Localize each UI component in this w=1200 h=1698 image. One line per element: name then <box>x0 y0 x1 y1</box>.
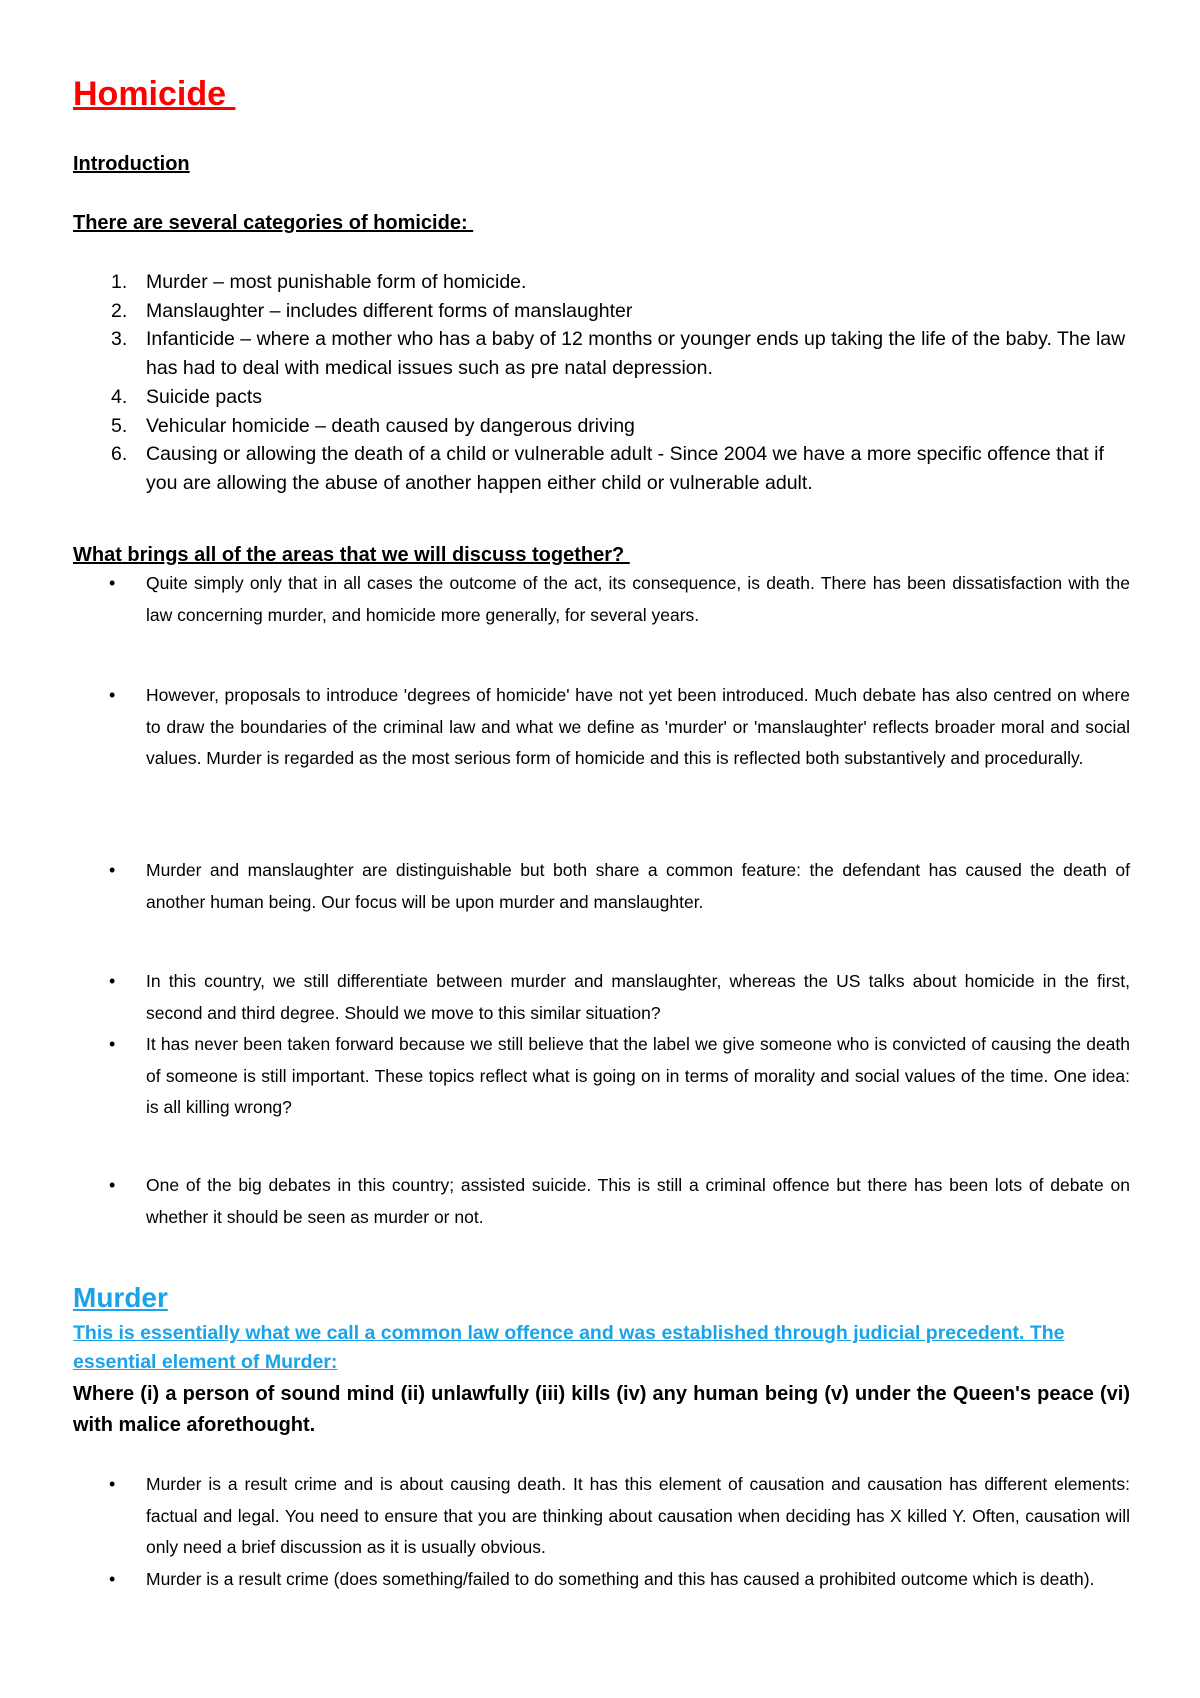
areas-bullet-list <box>73 855 1130 918</box>
list-number: 6. <box>111 443 128 466</box>
areas-bullet-list <box>73 680 1130 775</box>
list-item <box>73 297 1130 326</box>
bullet-icon: • <box>109 1474 116 1494</box>
bullet-text: It has never been taken forward because we still believe that the label we give someone who is convicted of causing the death of someone is still important. These topics reflect what is going on in terms of morality and social values of the time. One idea: is all killing wrong? <box>146 1034 1130 1117</box>
list-item-text: Murder – most punishable form of homicide. <box>146 271 527 293</box>
bullet-item <box>73 680 1130 775</box>
bullet-item <box>73 1564 1130 1596</box>
areas-heading: What brings all of the areas that we will discuss together? <box>73 544 630 566</box>
list-number: 4. <box>111 385 128 408</box>
list-number: 3. <box>111 328 128 351</box>
list-item <box>73 412 1130 441</box>
categories-heading: There are several categories of homicide: <box>73 212 474 234</box>
list-item-text: Causing or allowing the death of a child or vulnerable adult - Since 2004 we have a more specific offence that if you are allowing the abuse of another happen either child or vulnerable adult. <box>146 443 1104 494</box>
areas-bullet-list <box>73 966 1130 1124</box>
bullet-icon: • <box>109 1034 116 1054</box>
list-item-text: Manslaughter – includes different forms of manslaughter <box>146 299 633 322</box>
areas-bullet-list <box>73 568 1130 631</box>
bullet-item <box>73 1469 1130 1564</box>
bullet-item <box>73 966 1130 1029</box>
murder-subheading: This is essentially what we call a common law offence and was established through judicial precedent. The essential element of Murder: <box>73 1322 1065 1373</box>
list-item <box>73 440 1130 497</box>
bullet-text: One of the big debates in this country; assisted suicide. This is still a criminal offence but there has been lots of debate on whether it should be seen as murder or not. <box>146 1175 1130 1227</box>
list-item <box>73 325 1130 382</box>
list-number: 5. <box>111 414 128 437</box>
bullet-item <box>73 568 1130 631</box>
bullet-text: However, proposals to introduce 'degrees of homicide' have not yet been introduced. Much debate has also centred on where to draw the boundaries of the criminal law and what we define as 'murder' or 'manslaughter' reflects broader moral and social values. Murder is regarded as the most serious form of homicide and this is reflected both substantively and procedurally. <box>146 685 1130 768</box>
bullet-icon: • <box>109 971 116 991</box>
bullet-text: In this country, we still differentiate between murder and manslaughter, whereas the US talks about homicide in the first, second and third degree. Should we move to this similar situation? <box>146 971 1130 1023</box>
list-item-text: Infanticide – where a mother who has a baby of 12 months or younger ends up taking the life of the baby. The law has had to deal with medical issues such as pre natal depression. <box>146 328 1126 380</box>
list-number: 2. <box>111 299 128 322</box>
areas-bullet-list <box>73 1170 1130 1233</box>
categories-list <box>73 268 1130 498</box>
page-title: Homicide <box>73 75 236 113</box>
bullet-item <box>73 1170 1130 1233</box>
bullet-item <box>73 855 1130 918</box>
bullet-text: Quite simply only that in all cases the outcome of the act, its consequence, is death. There has been dissatisfaction with the law concerning murder, and homicide more generally, for several years. <box>146 573 1130 625</box>
list-item-text: Suicide pacts <box>146 385 262 408</box>
bullet-item <box>73 1029 1130 1124</box>
bullet-icon: • <box>109 1175 116 1195</box>
bullet-icon: • <box>109 573 116 593</box>
murder-definition: Where (i) a person of sound mind (ii) unlawfully (iii) kills (iv) any human being (v) under the Queen's peace (vi) with malice aforethought. <box>73 1383 1130 1436</box>
murder-bullet-list <box>73 1469 1130 1595</box>
bullet-icon: • <box>109 1568 116 1589</box>
bullet-icon: • <box>109 685 116 705</box>
murder-heading: Murder <box>73 1282 168 1313</box>
list-item <box>73 268 1130 297</box>
bullet-text: Murder is a result crime and is about causing death. It has this element of causation and causation has different elements: factual and legal. You need to ensure that you are thinking about causation when deciding has X killed Y. Often, causation will only need a brief discussion as it is usually obvious. <box>146 1474 1130 1557</box>
introduction-heading: Introduction <box>73 153 190 175</box>
list-number: 1. <box>111 271 128 293</box>
list-item-text: Vehicular homicide – death caused by dangerous driving <box>146 414 635 437</box>
bullet-text: Murder is a result crime (does something/failed to do something and this has caused a prohibited outcome which is death). <box>146 1568 1095 1589</box>
list-item <box>73 383 1130 412</box>
bullet-icon: • <box>109 860 116 880</box>
bullet-text: Murder and manslaughter are distinguishable but both share a common feature: the defendant has caused the death of another human being. Our focus will be upon murder and manslaughter. <box>146 860 1130 912</box>
